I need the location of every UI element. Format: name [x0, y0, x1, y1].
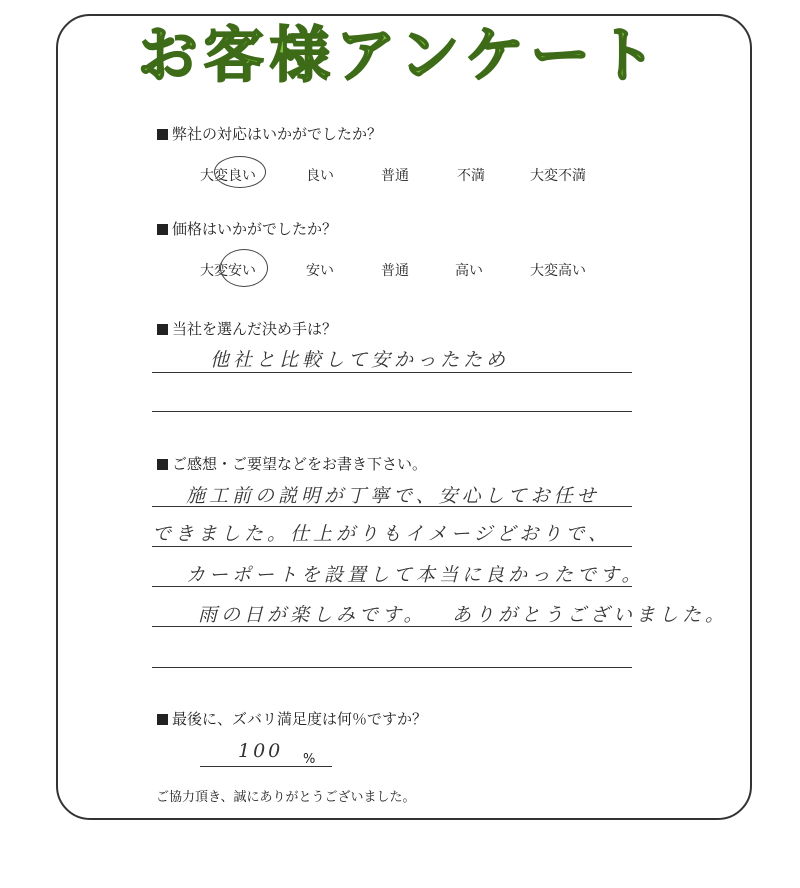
square-bullet-icon	[157, 224, 168, 235]
square-bullet-icon	[157, 129, 168, 140]
selection-circle-service	[214, 156, 266, 188]
comment-line-3: カーポートを設置して本当に良かったです。	[186, 564, 645, 586]
service-option-5[interactable]: 大変不満	[530, 168, 586, 184]
satisfaction-answer-line	[200, 766, 332, 767]
question-satisfaction	[157, 708, 427, 729]
service-option-4[interactable]: 不満	[457, 168, 485, 184]
thank-you-note: ご協力頂き、誠にありがとうございました。	[156, 790, 416, 805]
question-reason-label: 当社を選んだ決め手は？	[172, 320, 338, 338]
question-comments-label: ご感想・ご要望などをお書き下さい。	[172, 455, 428, 473]
answer-line	[152, 586, 632, 587]
question-price-label: 価格はいかがでしたか？	[172, 220, 338, 238]
service-option-1[interactable]: 大変良い	[200, 168, 256, 184]
question-reason	[157, 318, 337, 339]
survey-title: お客様アンケート	[137, 21, 663, 91]
answer-line	[152, 546, 632, 547]
question-satisfaction-label: 最後に、ズバリ満足度は何％ですか？	[172, 710, 428, 728]
comment-line-2: できました。仕上がりもイメージどおりで、	[152, 523, 612, 545]
price-option-3[interactable]: 普通	[381, 263, 409, 279]
answer-line	[152, 411, 632, 412]
price-option-2[interactable]: 安い	[306, 263, 334, 279]
reason-answer-line-1: 他社と比較して安かったため	[210, 349, 510, 371]
square-bullet-icon	[157, 324, 168, 335]
percent-unit: %	[303, 752, 316, 767]
price-option-5[interactable]: 大変高い	[530, 263, 586, 279]
service-option-2[interactable]: 良い	[306, 168, 334, 184]
comment-line-5: ありがとうございました。	[452, 604, 729, 626]
service-option-3[interactable]: 普通	[381, 168, 409, 184]
question-service-label: 弊社の対応はいかがでしたか？	[172, 125, 383, 143]
square-bullet-icon	[157, 459, 168, 470]
answer-line	[152, 506, 632, 507]
comment-line-4: 雨の日が楽しみです。	[198, 604, 427, 626]
answer-line	[152, 372, 632, 373]
satisfaction-value: 100	[238, 740, 284, 762]
question-price	[157, 218, 337, 239]
comment-line-1: 施工前の説明が丁寧で、安心してお任せ	[186, 485, 600, 507]
answer-line	[152, 626, 632, 627]
price-option-1[interactable]: 大変安い	[200, 263, 256, 279]
selection-circle-price	[220, 249, 268, 287]
question-service	[157, 123, 382, 144]
square-bullet-icon	[157, 714, 168, 725]
question-comments	[157, 453, 427, 474]
answer-line	[152, 667, 632, 668]
price-option-4[interactable]: 高い	[455, 263, 483, 279]
